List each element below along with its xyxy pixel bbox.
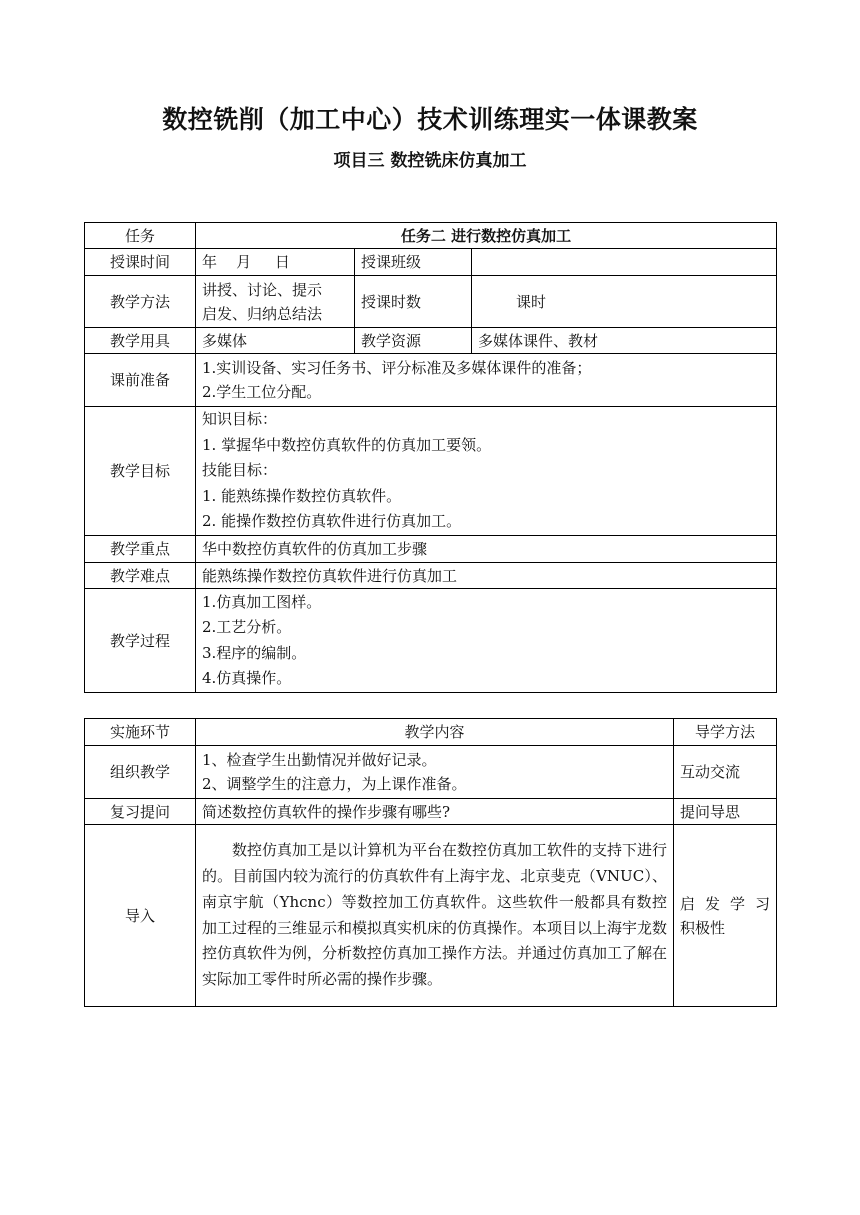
process-label: 教学过程 [85, 589, 196, 693]
page-subtitle: 项目三 数控铣床仿真加工 [333, 151, 527, 171]
table-header-row [85, 719, 777, 746]
process-line: 4.仿真操作。 [202, 669, 292, 687]
focus-label: 教学重点 [85, 536, 196, 563]
time-label: 授课时间 [85, 249, 196, 276]
hours-label: 授课时数 [355, 276, 472, 328]
stage-cell: 组织教学 [85, 746, 196, 799]
content-cell: 简述数控仿真软件的操作步骤有哪些? [196, 799, 674, 825]
process-line: 1.仿真加工图样。 [202, 592, 322, 611]
table-row [85, 799, 777, 825]
table-row [85, 563, 777, 589]
goals-label: 教学目标 [85, 407, 196, 536]
column-header: 实施环节 [85, 719, 196, 746]
hours-value: 课时 [472, 276, 777, 328]
difficulty-label: 教学难点 [85, 563, 196, 589]
difficulty-value: 能熟练操作数控仿真软件进行仿真加工 [196, 563, 777, 589]
stage-cell: 导入 [85, 825, 196, 1007]
table-row [85, 249, 777, 276]
content-cell: 数控仿真加工是以计算机为平台在数控仿真加工软件的支持下进行的。目前国内较为流行的仿真软件有上海宇龙、北京斐克（VNUC）、南京宇航（Yhcnc）等数控加工仿真软件。这些软件一般都具有数控加工过程的三维显示和模拟真实机床的仿真操作。本项目以上海宇龙数控仿真软件为例，分析数控仿真加工操作方法。并通过仿真加工了解在实际加工零件时所必需的操作步骤。 [196, 825, 674, 1007]
stage-cell: 复习提问 [85, 799, 196, 825]
table-row [85, 354, 777, 407]
method-cell: 提问导思 [674, 799, 777, 825]
goal-line: 1. 能熟练操作数控仿真软件。 [202, 486, 402, 505]
goal-line: 1. 掌握华中数控仿真软件的仿真加工要领。 [202, 435, 492, 454]
goal-line: 技能目标： [202, 461, 278, 480]
content-cell [196, 746, 674, 799]
tools-label: 教学用具 [85, 328, 196, 354]
task-value: 任务二 进行数控仿真加工 [196, 223, 777, 249]
table-row [85, 223, 777, 249]
lesson-info-table [84, 222, 777, 693]
page-title: 数控铣削（加工中心）技术训练理实一体课教案 [162, 105, 698, 134]
column-header: 导学方法 [674, 719, 777, 746]
table-row [85, 536, 777, 563]
table-row [85, 407, 777, 536]
content-line: 1、检查学生出勤情况并做好记录。 [202, 751, 437, 769]
method-line: 启发、归纳总结法 [202, 304, 323, 323]
task-label: 任务 [85, 223, 196, 249]
column-header: 教学内容 [196, 719, 674, 746]
time-value: 年 月 日 [196, 249, 355, 276]
table-row [85, 276, 777, 328]
table-row [85, 328, 777, 354]
prep-value [196, 354, 777, 407]
tools-value: 多媒体 [196, 328, 355, 354]
method-line: 讲授、讨论、提示 [202, 280, 323, 299]
content-line: 2、调整学生的注意力，为上课作准备。 [202, 775, 467, 793]
table-row [85, 746, 777, 799]
table-row [85, 825, 777, 1007]
class-value [472, 249, 777, 276]
teaching-process-table [84, 718, 777, 1007]
prep-line: 2.学生工位分配。 [202, 383, 322, 401]
method-value [196, 276, 355, 328]
process-value [196, 589, 777, 693]
method-cell: 互动交流 [674, 746, 777, 799]
process-line: 2.工艺分析。 [202, 618, 292, 636]
class-label: 授课班级 [355, 249, 472, 276]
resources-value: 多媒体课件、教材 [472, 328, 777, 354]
goal-line: 2. 能操作数控仿真软件进行仿真加工。 [202, 512, 462, 531]
prep-line: 1.实训设备、实习任务书、评分标准及多媒体课件的准备； [202, 359, 592, 377]
method-cell: 启 发 学 习 积极性 [674, 825, 777, 1007]
method-label: 教学方法 [85, 276, 196, 328]
focus-value: 华中数控仿真软件的仿真加工步骤 [196, 536, 777, 563]
resources-label: 教学资源 [355, 328, 472, 354]
prep-label: 课前准备 [85, 354, 196, 407]
process-line: 3.程序的编制。 [202, 643, 307, 662]
goals-value [196, 407, 777, 536]
goal-line: 知识目标： [202, 410, 278, 429]
table-row [85, 589, 777, 693]
